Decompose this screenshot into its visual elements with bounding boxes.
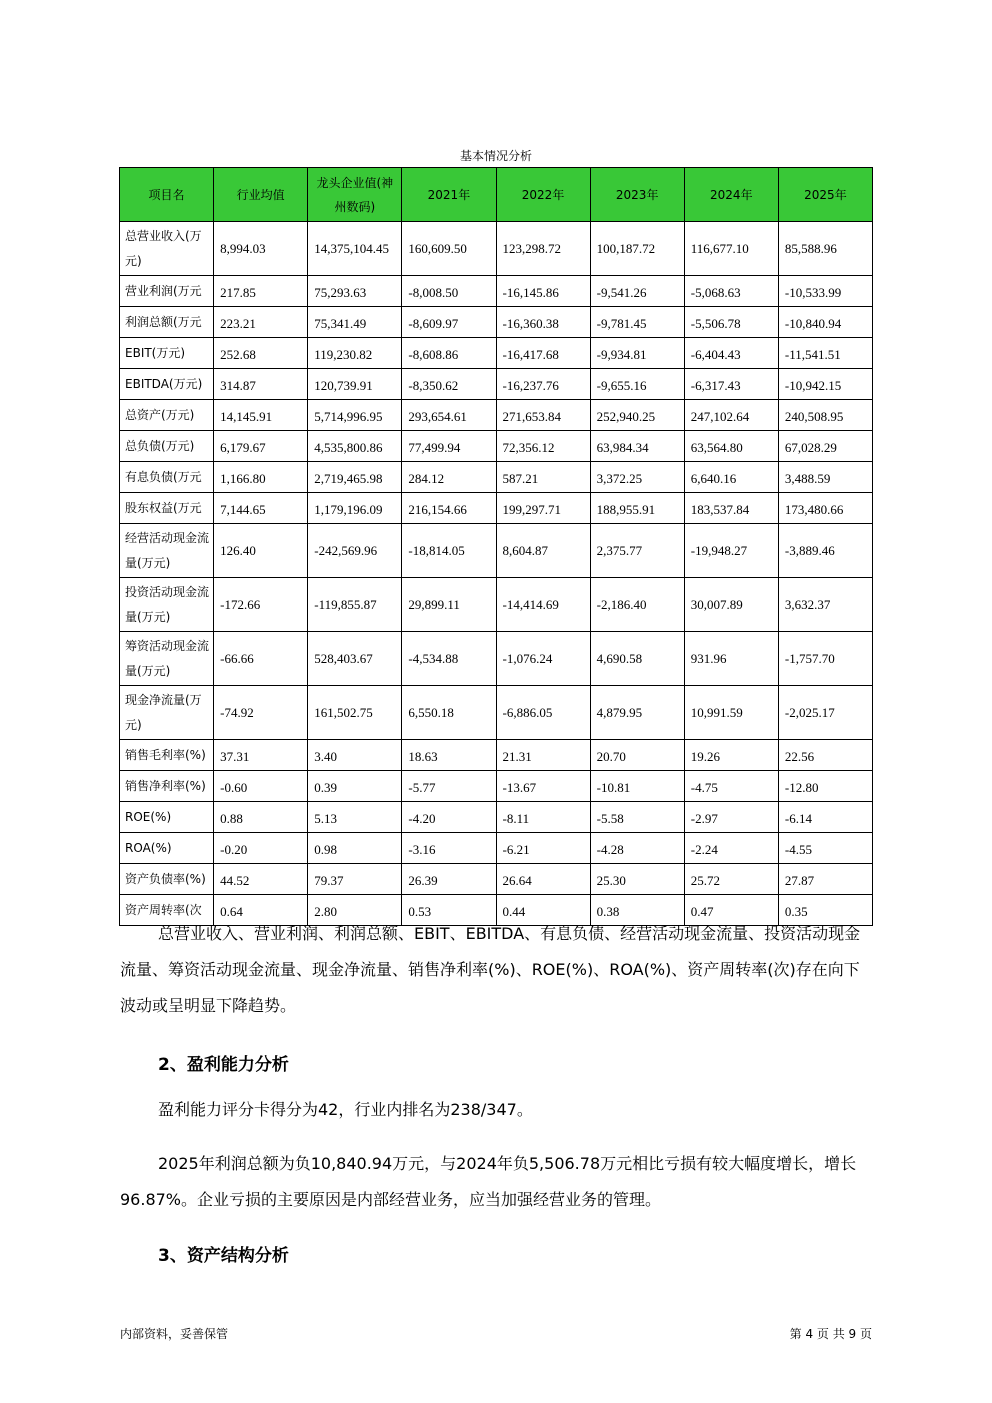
table-header-row <box>120 168 873 222</box>
value-cell: -6.14 <box>778 802 872 833</box>
value-cell: 0.98 <box>308 833 402 864</box>
value-cell: 271,653.84 <box>496 400 590 431</box>
table-row <box>120 369 873 400</box>
value-cell: 173,480.66 <box>778 493 872 524</box>
value-cell: -66.66 <box>214 632 308 686</box>
value-cell: 252.68 <box>214 338 308 369</box>
footer-confidential: 内部资料，妥善保管 <box>120 1327 229 1341</box>
value-cell: -9,655.16 <box>590 369 684 400</box>
value-cell: 0.88 <box>214 802 308 833</box>
value-cell: -8,609.97 <box>402 307 496 338</box>
value-cell: 79.37 <box>308 864 402 895</box>
header-cell: 项目名 <box>120 168 214 222</box>
value-cell: 5,714,996.95 <box>308 400 402 431</box>
value-cell: 2,719,465.98 <box>308 462 402 493</box>
basic-analysis-table <box>119 167 873 926</box>
value-cell: 528,403.67 <box>308 632 402 686</box>
value-cell: 4,690.58 <box>590 632 684 686</box>
value-cell: 77,499.94 <box>402 431 496 462</box>
table-row <box>120 686 873 740</box>
table-row <box>120 338 873 369</box>
value-cell: 6,640.16 <box>684 462 778 493</box>
table-row <box>120 493 873 524</box>
value-cell: -242,569.96 <box>308 524 402 578</box>
header-cell: 行业均值 <box>214 168 308 222</box>
value-cell: -0.20 <box>214 833 308 864</box>
value-cell: 6,179.67 <box>214 431 308 462</box>
value-cell: 216,154.66 <box>402 493 496 524</box>
value-cell: -5,068.63 <box>684 276 778 307</box>
value-cell: 7,144.65 <box>214 493 308 524</box>
value-cell: 587.21 <box>496 462 590 493</box>
footer-page-number: 第 4 页 共 9 页 <box>789 1327 872 1341</box>
value-cell: 8,994.03 <box>214 222 308 276</box>
value-cell: -4.55 <box>778 833 872 864</box>
table-row <box>120 222 873 276</box>
value-cell: -1,757.70 <box>778 632 872 686</box>
value-cell: -172.66 <box>214 578 308 632</box>
row-label-cell: ROE(%) <box>120 802 214 833</box>
value-cell: 116,677.10 <box>684 222 778 276</box>
row-label-cell: EBITDA(万元) <box>120 369 214 400</box>
row-label-cell: 筹资活动现金流量(万元) <box>120 632 214 686</box>
row-label-cell: 利润总额(万元 <box>120 307 214 338</box>
value-cell: 1,166.80 <box>214 462 308 493</box>
value-cell: 240,508.95 <box>778 400 872 431</box>
value-cell: 3.40 <box>308 740 402 771</box>
value-cell: -11,541.51 <box>778 338 872 369</box>
value-cell: 100,187.72 <box>590 222 684 276</box>
value-cell: 3,488.59 <box>778 462 872 493</box>
value-cell: -16,417.68 <box>496 338 590 369</box>
row-label-cell: EBIT(万元) <box>120 338 214 369</box>
value-cell: 8,604.87 <box>496 524 590 578</box>
summary-paragraph: 总营业收入、营业利润、利润总额、EBIT、EBITDA、有息负债、经营活动现金流量、投资活动现金流量、筹资活动现金流量、现金净流量、销售净利率(%)、ROE(%)、ROA(%)、资产周转率(次)存在向下波动或呈明显下降趋势。 <box>120 924 861 1015</box>
value-cell: -9,934.81 <box>590 338 684 369</box>
value-cell: -8,350.62 <box>402 369 496 400</box>
value-cell: 4,879.95 <box>590 686 684 740</box>
value-cell: 160,609.50 <box>402 222 496 276</box>
value-cell: 19.26 <box>684 740 778 771</box>
value-cell: -4.28 <box>590 833 684 864</box>
table-caption: 基本情况分析 <box>459 149 532 163</box>
value-cell: -8,608.86 <box>402 338 496 369</box>
value-cell: 75,293.63 <box>308 276 402 307</box>
value-cell: 1,179,196.09 <box>308 493 402 524</box>
value-cell: 29,899.11 <box>402 578 496 632</box>
value-cell: 44.52 <box>214 864 308 895</box>
value-cell: 75,341.49 <box>308 307 402 338</box>
value-cell: 27.87 <box>778 864 872 895</box>
value-cell: -119,855.87 <box>308 578 402 632</box>
table-row <box>120 864 873 895</box>
table-row <box>120 802 873 833</box>
value-cell: 3,632.37 <box>778 578 872 632</box>
table-row <box>120 276 873 307</box>
row-label-cell: 股东权益(万元 <box>120 493 214 524</box>
value-cell: 188,955.91 <box>590 493 684 524</box>
value-cell: -4.20 <box>402 802 496 833</box>
value-cell: -18,814.05 <box>402 524 496 578</box>
value-cell: -0.60 <box>214 771 308 802</box>
value-cell: 63,564.80 <box>684 431 778 462</box>
value-cell: 26.39 <box>402 864 496 895</box>
table-row <box>120 431 873 462</box>
value-cell: 30,007.89 <box>684 578 778 632</box>
value-cell: 0.64 <box>214 895 308 926</box>
table-row <box>120 462 873 493</box>
value-cell: 3,372.25 <box>590 462 684 493</box>
value-cell: -2.24 <box>684 833 778 864</box>
table-row <box>120 578 873 632</box>
value-cell: 14,375,104.45 <box>308 222 402 276</box>
header-cell: 2021年 <box>402 168 496 222</box>
table-row <box>120 524 873 578</box>
row-label-cell: 销售净利率(%) <box>120 771 214 802</box>
value-cell: 931.96 <box>684 632 778 686</box>
value-cell: 284.12 <box>402 462 496 493</box>
score-paragraph: 盈利能力评分卡得分为42，行业内排名为238/347。 <box>158 1100 533 1119</box>
value-cell: 0.39 <box>308 771 402 802</box>
value-cell: -5.77 <box>402 771 496 802</box>
header-cell: 2023年 <box>590 168 684 222</box>
value-cell: -5.58 <box>590 802 684 833</box>
profit-paragraph: 2025年利润总额为负10,840.94万元，与2024年负5,506.78万元相比亏损有较大幅度增长，增长96.87%。企业亏损的主要原因是内部经营业务，应当加强经营业务的管理。 <box>120 1154 857 1209</box>
value-cell: -8,008.50 <box>402 276 496 307</box>
section-heading-asset-structure: 3、资产结构分析 <box>158 1246 289 1266</box>
value-cell: -16,360.38 <box>496 307 590 338</box>
row-label-cell: 总营业收入(万元) <box>120 222 214 276</box>
value-cell: -16,237.76 <box>496 369 590 400</box>
table-row <box>120 740 873 771</box>
value-cell: 22.56 <box>778 740 872 771</box>
value-cell: 0.53 <box>402 895 496 926</box>
value-cell: 0.35 <box>778 895 872 926</box>
row-label-cell: 经营活动现金流量(万元) <box>120 524 214 578</box>
value-cell: -16,145.86 <box>496 276 590 307</box>
row-label-cell: 营业利润(万元 <box>120 276 214 307</box>
value-cell: 0.38 <box>590 895 684 926</box>
value-cell: -12.80 <box>778 771 872 802</box>
value-cell: 0.44 <box>496 895 590 926</box>
value-cell: -3,889.46 <box>778 524 872 578</box>
value-cell: -10,942.15 <box>778 369 872 400</box>
value-cell: 25.72 <box>684 864 778 895</box>
value-cell: -9,541.26 <box>590 276 684 307</box>
value-cell: 4,535,800.86 <box>308 431 402 462</box>
value-cell: 14,145.91 <box>214 400 308 431</box>
row-label-cell: 现金净流量(万元) <box>120 686 214 740</box>
value-cell: -5,506.78 <box>684 307 778 338</box>
value-cell: 123,298.72 <box>496 222 590 276</box>
row-label-cell: 资产周转率(次 <box>120 895 214 926</box>
row-label-cell: 总资产(万元) <box>120 400 214 431</box>
value-cell: 10,991.59 <box>684 686 778 740</box>
value-cell: 18.63 <box>402 740 496 771</box>
value-cell: -19,948.27 <box>684 524 778 578</box>
table-row <box>120 833 873 864</box>
value-cell: -10,840.94 <box>778 307 872 338</box>
value-cell: -2,186.40 <box>590 578 684 632</box>
row-label-cell: 总负债(万元) <box>120 431 214 462</box>
value-cell: 223.21 <box>214 307 308 338</box>
value-cell: 2.80 <box>308 895 402 926</box>
value-cell: 20.70 <box>590 740 684 771</box>
value-cell: -13.67 <box>496 771 590 802</box>
value-cell: -6,404.43 <box>684 338 778 369</box>
value-cell: 199,297.71 <box>496 493 590 524</box>
value-cell: 217.85 <box>214 276 308 307</box>
header-cell: 2024年 <box>684 168 778 222</box>
value-cell: 293,654.61 <box>402 400 496 431</box>
value-cell: 5.13 <box>308 802 402 833</box>
header-cell: 龙头企业值(神州数码) <box>308 168 402 222</box>
value-cell: -9,781.45 <box>590 307 684 338</box>
value-cell: -6.21 <box>496 833 590 864</box>
table-row <box>120 771 873 802</box>
value-cell: 183,537.84 <box>684 493 778 524</box>
value-cell: -2.97 <box>684 802 778 833</box>
value-cell: -8.11 <box>496 802 590 833</box>
section-heading-profitability: 2、盈利能力分析 <box>158 1055 289 1075</box>
value-cell: 2,375.77 <box>590 524 684 578</box>
value-cell: -6,317.43 <box>684 369 778 400</box>
value-cell: -1,076.24 <box>496 632 590 686</box>
value-cell: -3.16 <box>402 833 496 864</box>
value-cell: 25.30 <box>590 864 684 895</box>
row-label-cell: ROA(%) <box>120 833 214 864</box>
value-cell: -10,533.99 <box>778 276 872 307</box>
value-cell: 26.64 <box>496 864 590 895</box>
value-cell: 72,356.12 <box>496 431 590 462</box>
row-label-cell: 资产负债率(%) <box>120 864 214 895</box>
header-cell: 2022年 <box>496 168 590 222</box>
value-cell: 252,940.25 <box>590 400 684 431</box>
value-cell: -4,534.88 <box>402 632 496 686</box>
value-cell: 85,588.96 <box>778 222 872 276</box>
value-cell: -14,414.69 <box>496 578 590 632</box>
value-cell: 161,502.75 <box>308 686 402 740</box>
value-cell: 247,102.64 <box>684 400 778 431</box>
value-cell: 119,230.82 <box>308 338 402 369</box>
value-cell: 314.87 <box>214 369 308 400</box>
value-cell: 37.31 <box>214 740 308 771</box>
value-cell: 63,984.34 <box>590 431 684 462</box>
value-cell: 126.40 <box>214 524 308 578</box>
value-cell: -74.92 <box>214 686 308 740</box>
table-row <box>120 400 873 431</box>
value-cell: 21.31 <box>496 740 590 771</box>
value-cell: 6,550.18 <box>402 686 496 740</box>
table-body <box>120 222 873 926</box>
header-cell: 2025年 <box>778 168 872 222</box>
value-cell: 120,739.91 <box>308 369 402 400</box>
value-cell: -4.75 <box>684 771 778 802</box>
value-cell: 0.47 <box>684 895 778 926</box>
row-label-cell: 销售毛利率(%) <box>120 740 214 771</box>
value-cell: -2,025.17 <box>778 686 872 740</box>
row-label-cell: 有息负债(万元 <box>120 462 214 493</box>
row-label-cell: 投资活动现金流量(万元) <box>120 578 214 632</box>
value-cell: -6,886.05 <box>496 686 590 740</box>
table-row <box>120 307 873 338</box>
table-row <box>120 632 873 686</box>
value-cell: 67,028.29 <box>778 431 872 462</box>
value-cell: -10.81 <box>590 771 684 802</box>
